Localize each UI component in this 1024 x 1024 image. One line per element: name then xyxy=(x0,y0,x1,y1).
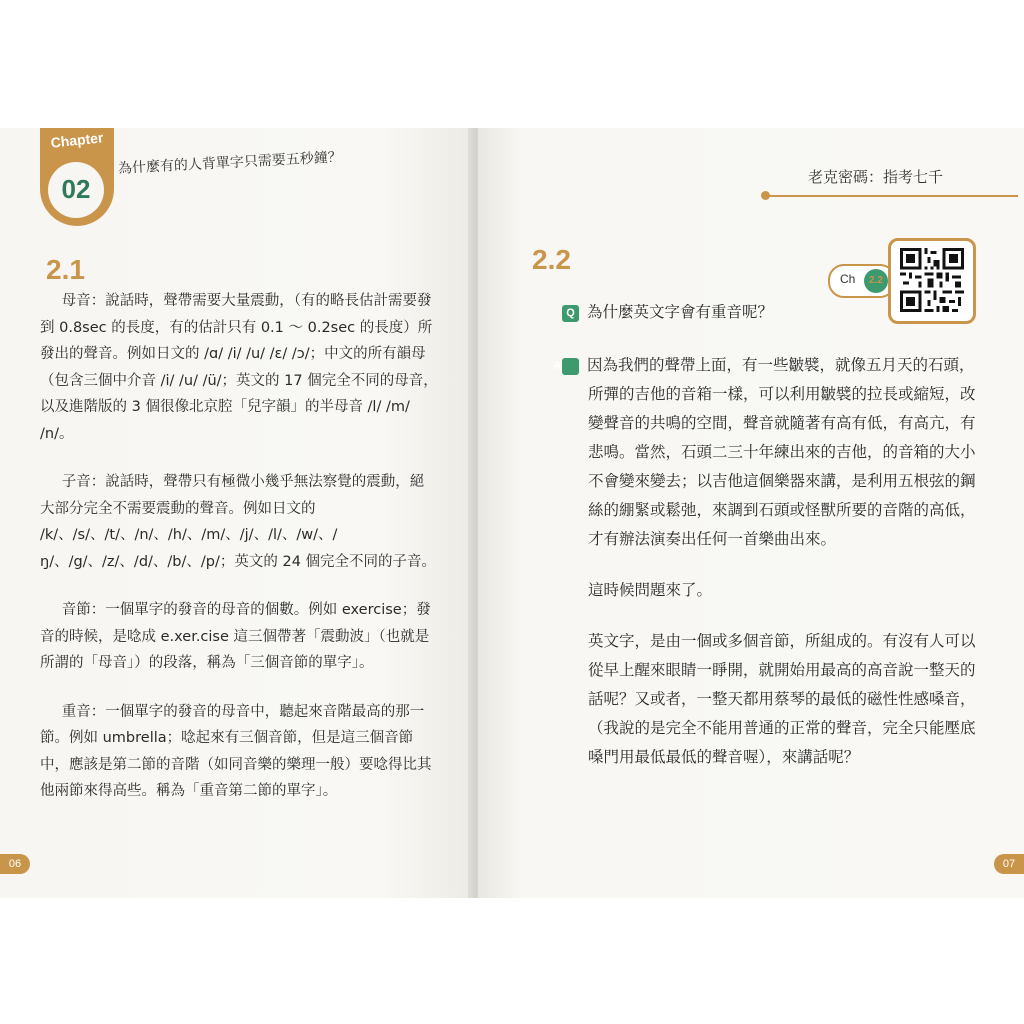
running-head-left: 為什麼有的人背單字只需要五秒鐘？ xyxy=(117,149,343,177)
right-page xyxy=(478,128,1024,898)
section-number-2-2: 2.2 xyxy=(532,244,571,275)
paragraph-stress: 重音：一個單字的發音的母音中，聽起來音階最高的那一節。例如 umbrella；唸起來有三個音節，但是這三個音節中，應該是第二節的音階（如同音樂的樂理一般）要唸得比其他兩節來得高些。稱為「重音第二節的單字」。 xyxy=(40,703,432,799)
chapter-number: 02 xyxy=(61,174,91,204)
question-row xyxy=(562,298,982,327)
chapter-section-badge xyxy=(828,264,896,298)
question-answer-block xyxy=(553,298,982,794)
answer-block xyxy=(553,351,982,772)
paragraph-syllable: 音節：一個單字的發音的母音的個數。例如 exercise；發音的時候，是唸成 e.xer.cise 這三個帶著「震動波」（也就是所謂的「母音」）的段落，稱為「三個音節的單字」。 xyxy=(40,602,431,671)
left-body-text xyxy=(40,288,438,827)
header-rule xyxy=(768,195,1018,197)
running-head-right: 老克密碼：指考七千 xyxy=(808,168,944,186)
paragraph-vowel: 母音：說話時，聲帶需要大量震動，（有的略長估計需要發到 0.8sec 的長度，有的估計只有 0.1 ～ 0.2sec 的長度）所發出的聲音。例如日文的 /ɑ/ /i/ /u/ /ɛ/ /ɔ/；中文的所有韻母（包含三個中介音 /i/ /u/ /ü/；英文的 17 個完全不同的母音，以及進階版的 3 個很像北京腔「兒字韻」的半母音 /l/ /m/ /n/。 xyxy=(40,293,438,442)
chapter-tab xyxy=(40,128,114,226)
badge-label: Ch xyxy=(840,272,856,286)
answer-paragraph-3: 英文字，是由一個或多個音節，所組成的。有沒有人可以從早上醒來眼睛一睜開，就開始用最高的高音說一整天的話呢？又或者，一整天都用蔡琴的最低的磁性性感嗓音，（我說的是完全不能用普通的正常的聲音，完全只能壓底嗓門用最低最低的聲音喔），來講話呢？ xyxy=(588,632,976,766)
section-number-2-1: 2.1 xyxy=(46,254,85,285)
badge-number: 2.2 xyxy=(869,275,883,286)
answer-paragraph-1-text: 因為我們的聲帶上面，有一些皺襞，就像五月天的石頭，所彈的吉他的音箱一樣，可以利用皺襞的拉長或縮短，改變聲音的共鳴的空間，聲音就隨著有高有低，有高亢，有悲鳴。當然，石頭二三十年練出來的吉他，的音箱的大小不會變來變去；以吉他這個樂器來講，是利用五根弦的鋼絲的綳緊或鬆弛，來調到石頭或怪獸所要的音階的高低，才有辦法演奏出任何一首樂曲出來。 xyxy=(587,356,976,548)
open-book xyxy=(0,128,1024,898)
question-marker: Q xyxy=(562,305,579,322)
page-number-left: 06 xyxy=(0,854,30,874)
page-number-right: 07 xyxy=(994,854,1024,874)
answer-paragraph-1 xyxy=(553,351,982,554)
question-text: 為什麼英文字會有重音呢？ xyxy=(587,303,774,321)
paragraph-consonant: 子音：說話時，聲帶只有極微小幾乎無法察覺的震動，絕大部分完全不需要震動的聲音。例如日文的 /k/、/s/、/t/、/n/、/h/、/m/、/j/、/l/、/w/、/ŋ/、/g/、/z/、/d/、/b/、/p/；英文的 24 個完全不同的子音。 xyxy=(40,474,437,570)
answer-marker: A xyxy=(562,358,579,375)
chapter-label: Chapter xyxy=(49,129,105,151)
left-page xyxy=(0,128,474,898)
answer-paragraph-2: 這時候問題來了。 xyxy=(588,581,713,599)
